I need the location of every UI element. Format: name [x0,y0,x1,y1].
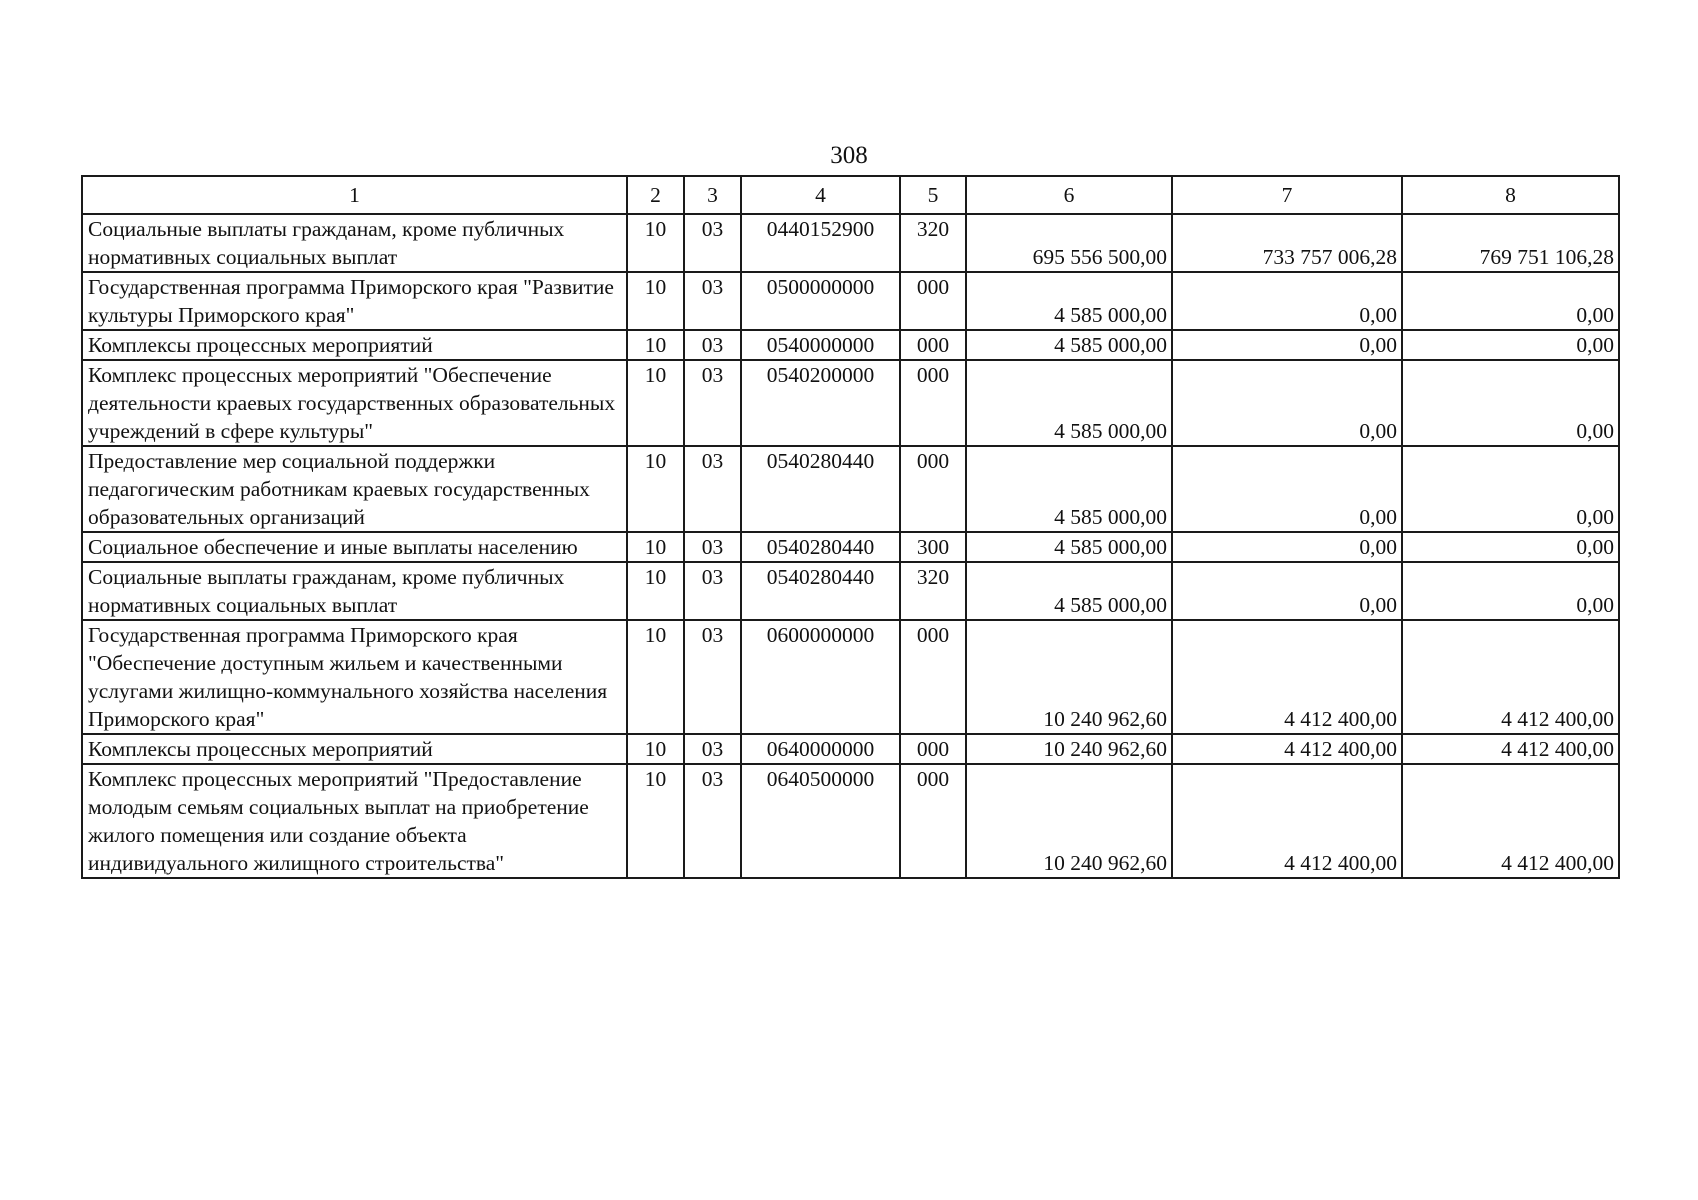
table-row [82,360,1619,446]
row-expense-type: 000 [900,734,966,764]
row-amount-col6: 695 556 500,00 [966,214,1172,272]
row-amount-col6: 4 585 000,00 [966,446,1172,532]
table-row [82,532,1619,562]
row-name: Комплекс процессных мероприятий "Предоставление молодым семьям социальных выплат на приобретение жилого помещения или создание объекта индивидуального жилищного строительства" [82,764,627,878]
row-amount-col6: 4 585 000,00 [966,532,1172,562]
row-amount-col7: 733 757 006,28 [1172,214,1402,272]
table-row [82,620,1619,734]
row-section: 10 [627,272,684,330]
row-amount-col6: 4 585 000,00 [966,360,1172,446]
row-subsection: 03 [684,214,741,272]
row-amount-col7: 4 412 400,00 [1172,734,1402,764]
row-amount-col7: 0,00 [1172,562,1402,620]
row-amount-col7: 0,00 [1172,330,1402,360]
column-header-8: 8 [1402,176,1619,214]
row-amount-col7: 0,00 [1172,360,1402,446]
row-target-code: 0540280440 [741,532,900,562]
row-subsection: 03 [684,272,741,330]
column-header-4: 4 [741,176,900,214]
table-row [82,734,1619,764]
row-target-code: 0640000000 [741,734,900,764]
row-name: Комплексы процессных мероприятий [82,330,627,360]
row-section: 10 [627,562,684,620]
row-amount-col7: 4 412 400,00 [1172,764,1402,878]
row-name: Социальные выплаты гражданам, кроме публичных нормативных социальных выплат [82,562,627,620]
row-expense-type: 000 [900,446,966,532]
row-section: 10 [627,620,684,734]
row-amount-col8: 0,00 [1402,532,1619,562]
row-target-code: 0440152900 [741,214,900,272]
column-header-1: 1 [82,176,627,214]
row-name: Социальные выплаты гражданам, кроме публичных нормативных социальных выплат [82,214,627,272]
row-section: 10 [627,214,684,272]
table-row [82,272,1619,330]
column-number-row [82,176,1619,214]
row-expense-type: 320 [900,214,966,272]
row-amount-col7: 4 412 400,00 [1172,620,1402,734]
column-header-6: 6 [966,176,1172,214]
row-amount-col6: 10 240 962,60 [966,620,1172,734]
table-row [82,330,1619,360]
row-expense-type: 300 [900,532,966,562]
row-subsection: 03 [684,620,741,734]
row-section: 10 [627,532,684,562]
row-amount-col6: 4 585 000,00 [966,330,1172,360]
row-name: Государственная программа Приморского края "Обеспечение доступным жильем и качественными услугами жилищно-коммунального хозяйства населения Приморского края" [82,620,627,734]
row-section: 10 [627,446,684,532]
row-subsection: 03 [684,562,741,620]
row-amount-col8: 0,00 [1402,562,1619,620]
row-name: Государственная программа Приморского края "Развитие культуры Приморского края" [82,272,627,330]
row-subsection: 03 [684,330,741,360]
row-subsection: 03 [684,734,741,764]
row-amount-col6: 4 585 000,00 [966,272,1172,330]
row-amount-col8: 4 412 400,00 [1402,734,1619,764]
row-section: 10 [627,360,684,446]
row-target-code: 0540280440 [741,446,900,532]
table-row [82,764,1619,878]
row-amount-col8: 0,00 [1402,446,1619,532]
row-target-code: 0640500000 [741,764,900,878]
row-amount-col8: 0,00 [1402,330,1619,360]
table-row [82,214,1619,272]
row-name: Комплексы процессных мероприятий [82,734,627,764]
row-expense-type: 000 [900,620,966,734]
row-expense-type: 320 [900,562,966,620]
row-expense-type: 000 [900,764,966,878]
row-section: 10 [627,330,684,360]
row-target-code: 0600000000 [741,620,900,734]
row-subsection: 03 [684,764,741,878]
page-number: 308 [830,142,868,169]
row-subsection: 03 [684,360,741,446]
row-name: Предоставление мер социальной поддержки педагогическим работникам краевых государственных образовательных организаций [82,446,627,532]
row-amount-col8: 4 412 400,00 [1402,620,1619,734]
row-amount-col8: 4 412 400,00 [1402,764,1619,878]
row-expense-type: 000 [900,330,966,360]
row-expense-type: 000 [900,360,966,446]
row-amount-col8: 0,00 [1402,360,1619,446]
row-amount-col7: 0,00 [1172,532,1402,562]
column-header-3: 3 [684,176,741,214]
row-amount-col6: 10 240 962,60 [966,734,1172,764]
row-amount-col8: 0,00 [1402,272,1619,330]
row-name: Социальное обеспечение и иные выплаты населению [82,532,627,562]
row-target-code: 0540000000 [741,330,900,360]
row-section: 10 [627,764,684,878]
row-subsection: 03 [684,446,741,532]
column-header-2: 2 [627,176,684,214]
table-row [82,446,1619,532]
row-target-code: 0540200000 [741,360,900,446]
row-subsection: 03 [684,532,741,562]
row-target-code: 0540280440 [741,562,900,620]
row-amount-col8: 769 751 106,28 [1402,214,1619,272]
row-target-code: 0500000000 [741,272,900,330]
budget-table [81,175,1620,879]
row-section: 10 [627,734,684,764]
row-amount-col7: 0,00 [1172,446,1402,532]
row-amount-col6: 10 240 962,60 [966,764,1172,878]
column-header-7: 7 [1172,176,1402,214]
table-row [82,562,1619,620]
column-header-5: 5 [900,176,966,214]
row-name: Комплекс процессных мероприятий "Обеспечение деятельности краевых государственных образовательных учреждений в сфере культуры" [82,360,627,446]
row-amount-col7: 0,00 [1172,272,1402,330]
row-expense-type: 000 [900,272,966,330]
row-amount-col6: 4 585 000,00 [966,562,1172,620]
